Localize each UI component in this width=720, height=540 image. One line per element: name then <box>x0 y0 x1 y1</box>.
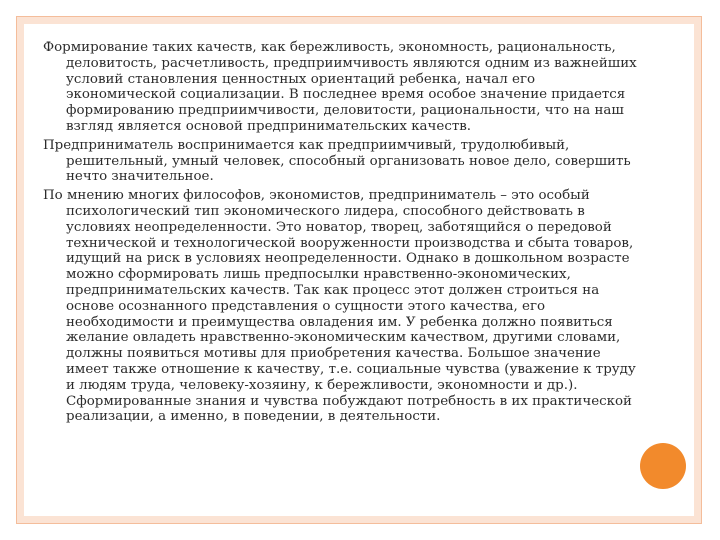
paragraph-3: По мнению многих философов, экономистов, предприниматель – это особый психологический тип экономического лидера, способного действовать в условиях неопределенности. Это новатор, творец, заботящийся о передовой технической и технологической вооруженности производства и сбыта товаров, идущий на риск в условиях неопределенности. Однако в дошкольном возрасте можно сформировать лишь предпосылки нравственно-экономических, предпринимательских качеств. Так как процесс этот должен строиться на основе осознанного представления о сущности этого качества, его необходимости и преимущества овладения им. У ребенка должно появиться желание овладеть нравственно-экономическим качеством, другими словами, должны появиться мотивы для приобретения качества. Большое значение имеет также отношение к качеству, т.е. социальные чувства (уважение к труду и людям труда, человеку-хозяину, к бережливости, экономности и др.). Сформированные знания и чувства побуждают потребность в их практической реализации, а именно, в поведении, в деятельности. <box>43 188 636 425</box>
body-text <box>43 40 643 428</box>
frame-line-bottom <box>16 523 702 524</box>
paragraph-2: Предприниматель воспринимается как предприимчивый, трудолюбивый, решительный, умный человек, способный организовать новое дело, совершить нечто значительное. <box>43 137 631 185</box>
frame-line-left <box>16 16 17 524</box>
frame-line-right <box>701 16 702 524</box>
frame-line-top <box>16 16 702 17</box>
paragraph-1: Формирование таких качеств, как бережливость, экономность, рациональность, деловитость, расчетливость, предприимчивость являются одним из важнейших условий становления ценностных ориентаций ребенка, начал его экономической социализации. В последнее время особое значение придается формированию предприимчивости, деловитости, рациональности, что на наш взгляд является основой предпринимательских качеств. <box>43 40 637 134</box>
accent-circle <box>640 443 686 489</box>
